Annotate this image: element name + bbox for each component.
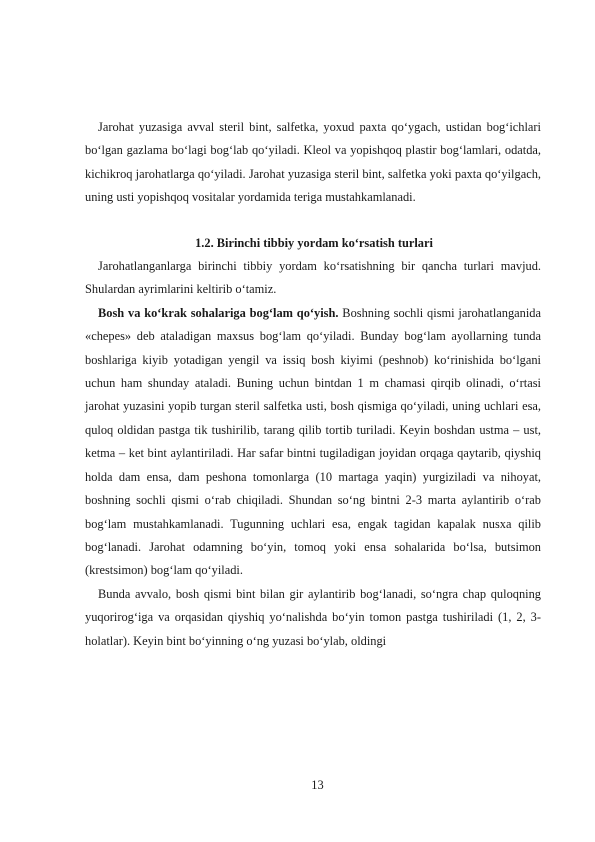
paragraph-dressing-application: Jarohat yuzasiga avval steril bint, salfetka, yoxud paxta qo‘ygach, ustidan bog‘ichlari bo‘lgan gazlama bo‘lagi bog‘lab qo‘yiladi. Kleol va yopishqoq plastir bog‘lamlari, odatda, kichikroq jarohatlarga qo‘yiladi. Jarohat yuzasiga steril bint, salfetka yoki paxta qo‘yilgach, uning usti yopishqoq vositalar yordamida teriga mustahkamlanadi. [85, 120, 541, 205]
paragraph-head-chest-bandage [85, 302, 541, 583]
paragraph-body: Boshning sochli qismi jarohatlanganida «chepes» deb ataladigan maxsus bog‘lam qo‘yiladi. Bunday bog‘lam ayollarning tunda boshlariga kiyib yotadigan yengil va issiq bosh kiyimi (peshnob) ko‘rinishida bo‘lgani uchun ham shunday ataladi. Buning uchun bintdan 1 m chamasi qirqib olinadi, o‘rtasi jarohat yuzasini yopib turgan steril salfetka usti, bosh qismiga qo‘yiladi, uning uchlari esa, quloq oldidan pastga tik tushirilib, tarang qilib tortib turiladi. Keyin boshdan ustma – ust, ketma – ket bint aylantiriladi. Har safar bintni tugiladigan joyidan orqaga qaytarib, qiyshiq holda dam ensa, dam peshona tomonlarga (10 martaga yaqin) yurgiziladi va nihoyat, boshning sochli qismi o‘rab chiqiladi. Shundan so‘ng bintni 2-3 marta aylantirib o‘rab bog‘lam mustahkamlanadi. Tugunning uchlari esa, engak tagidan kapalak nusxa qilib bog‘lanadi. Jarohat odamning bo‘yin, tomoq yoki ensa sohalarida bo‘lsa, butsimon (krestsimon) bog‘lam qo‘yiladi. [85, 305, 541, 578]
paragraph-lead-bold: Bosh va ko‘krak sohalariga bog‘lam qo‘yish. [98, 305, 339, 320]
section-spacer [85, 210, 541, 232]
document-page [85, 116, 541, 653]
paragraph-first-aid-types: Jarohatlanganlarga birinchi tibbiy yordam ko‘rsatishning bir qancha turlari mavjud. Shulardan ayrimlarini keltirib o‘tamiz. [85, 259, 541, 297]
paragraph-neck-bandage: Bunda avvalo, bosh qismi bint bilan gir aylantirib bog‘lanadi, so‘ngra chap quloqning yuqorirog‘iga va orqasidan qiyshiq yo‘nalishda bo‘yin tomon pastga tushiriladi (1, 2, 3- holatlar). Keyin bint bo‘yinning o‘ng yuzasi bo‘ylab, oldingi [85, 586, 541, 648]
section-heading: 1.2. Birinchi tibbiy yordam ko‘rsatish turlari [195, 235, 433, 250]
page-number: 13 [311, 778, 324, 792]
